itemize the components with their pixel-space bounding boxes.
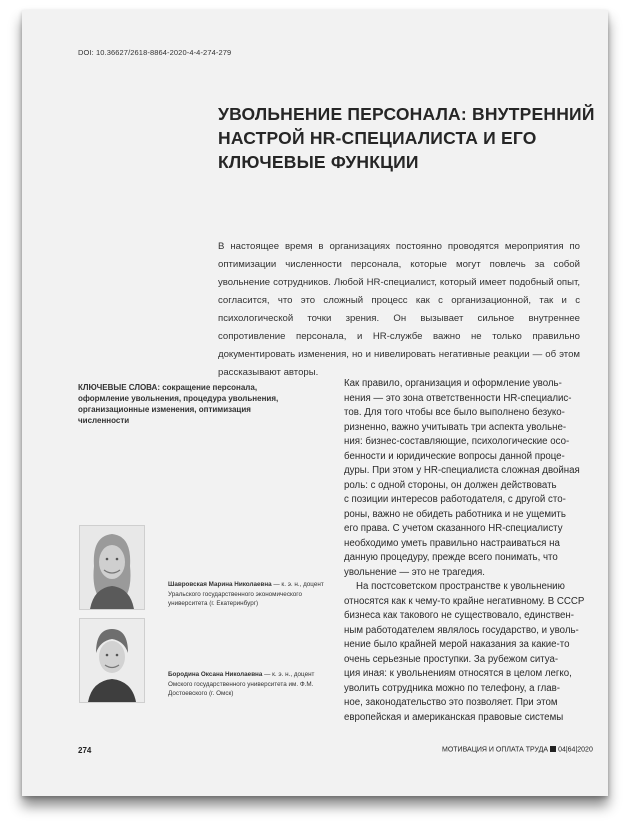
doi-label: DOI: 10.36627/2618-8864-2020-4-4-274-279	[78, 48, 232, 57]
author-info: — к. э. н., доцент Омского государственного университета им. Ф.М. Достоевского (г. Омск)	[168, 671, 315, 697]
body-line: ния: бизнес-составляющие, психологические осо-	[344, 436, 570, 447]
title-line: НАСТРОЙ HR-СПЕЦИАЛИСТА И ЕГО	[218, 128, 537, 148]
keywords-text: сокращение персонала, оформление увольнения, процедура увольнения, организационные изменения, оптимизация численности	[78, 383, 279, 425]
body-line: нения — это зона ответственности HR-специалис-	[344, 392, 572, 404]
page-number: 274	[78, 746, 92, 755]
body-line: с позиции интересов работодателя, с другой сто-	[344, 494, 566, 505]
body-line: Как правило, организация и оформление уволь-	[344, 378, 562, 389]
body-line: роль: с одной стороны, он должен действовать	[344, 479, 557, 491]
author-photo	[79, 618, 145, 703]
body-line: ризненно, важно учитывать три аспекта увольне-	[344, 421, 567, 433]
document-page	[22, 10, 608, 796]
journal-name: МОТИВАЦИЯ И ОПЛАТА ТРУДА	[442, 746, 549, 754]
body-line: тов. Для того чтобы все было выполнено безуко-	[344, 407, 565, 418]
body-line: роны, важно не обидеть работника и не ущемить	[344, 508, 566, 520]
body-line: ция иная: к увольнениям относятся в целом легко,	[344, 668, 572, 679]
title-line: КЛЮЧЕВЫЕ ФУНКЦИИ	[218, 152, 419, 172]
author-caption	[168, 580, 328, 609]
keywords-block	[78, 382, 296, 426]
author-name: Бородина Оксана Николаевна	[168, 671, 263, 678]
author-name: Шавровская Марина Николаевна	[168, 581, 272, 588]
body-line: На постсоветском пространстве к увольнению	[356, 581, 565, 592]
journal-footer	[442, 746, 593, 754]
body-line: бенности и юридические вопросы данной проце-	[344, 450, 565, 462]
body-text-column	[344, 377, 585, 725]
body-line: ным работодателем являлось государство, и уволь-	[344, 624, 579, 636]
square-bullet-icon	[550, 746, 556, 752]
body-line: очень серьезные проступки. За рубежом ситуа-	[344, 653, 559, 665]
author-info: — к. э. н., доцент Уральского государственного экономического университета (г. Екатеринбург)	[168, 581, 324, 607]
body-line: ное, законодательство это позволяет. При этом	[344, 697, 558, 708]
body-line: бизнеса как такового не существовало, единствен-	[344, 610, 575, 621]
body-line: относятся как к чему-то крайне негативному. В СССР	[344, 595, 585, 607]
author-caption	[168, 670, 328, 699]
body-line: данную процедуру, прежде всего понимать, что	[344, 552, 558, 563]
body-line: нение было крайней мерой наказания за какие-то	[344, 639, 570, 650]
body-line: европейская и американская правовые системы	[344, 711, 564, 723]
title-line: УВОЛЬНЕНИЕ ПЕРСОНАЛА: ВНУТРЕННИЙ	[218, 104, 595, 124]
body-line: дуры. При этом у HR-специалиста сложная двойная	[344, 465, 580, 476]
body-line: его права. С учетом сказанного HR-специалисту	[344, 523, 563, 534]
keywords-label: КЛЮЧЕВЫЕ СЛОВА:	[78, 383, 160, 392]
issue-number: 04|64|2020	[558, 746, 593, 754]
author-photo	[79, 525, 145, 610]
article-title	[218, 102, 595, 174]
article-abstract: В настоящее время в организациях постоянно проводятся мероприятия по оптимизации численности персонала, которые могут повлечь за собой увольнение сотрудников. Любой HR-специалист, который имеет подобный опыт, согласится, что это сложный процесс как с организационной, так и с психологической точки зрения. Он вызывает сильное внутреннее сопротивление персонала, и HR-службе важно не только правильно документировать изменения, но и нивелировать негативные реакции — об этом рассказывают авторы.	[218, 241, 580, 378]
body-line: увольнение — это не трагедия.	[344, 566, 485, 578]
body-line: уволить сотрудника можно по телефону, а глав-	[344, 682, 560, 694]
body-line: необходимо уметь правильно настраиваться на	[344, 537, 560, 549]
